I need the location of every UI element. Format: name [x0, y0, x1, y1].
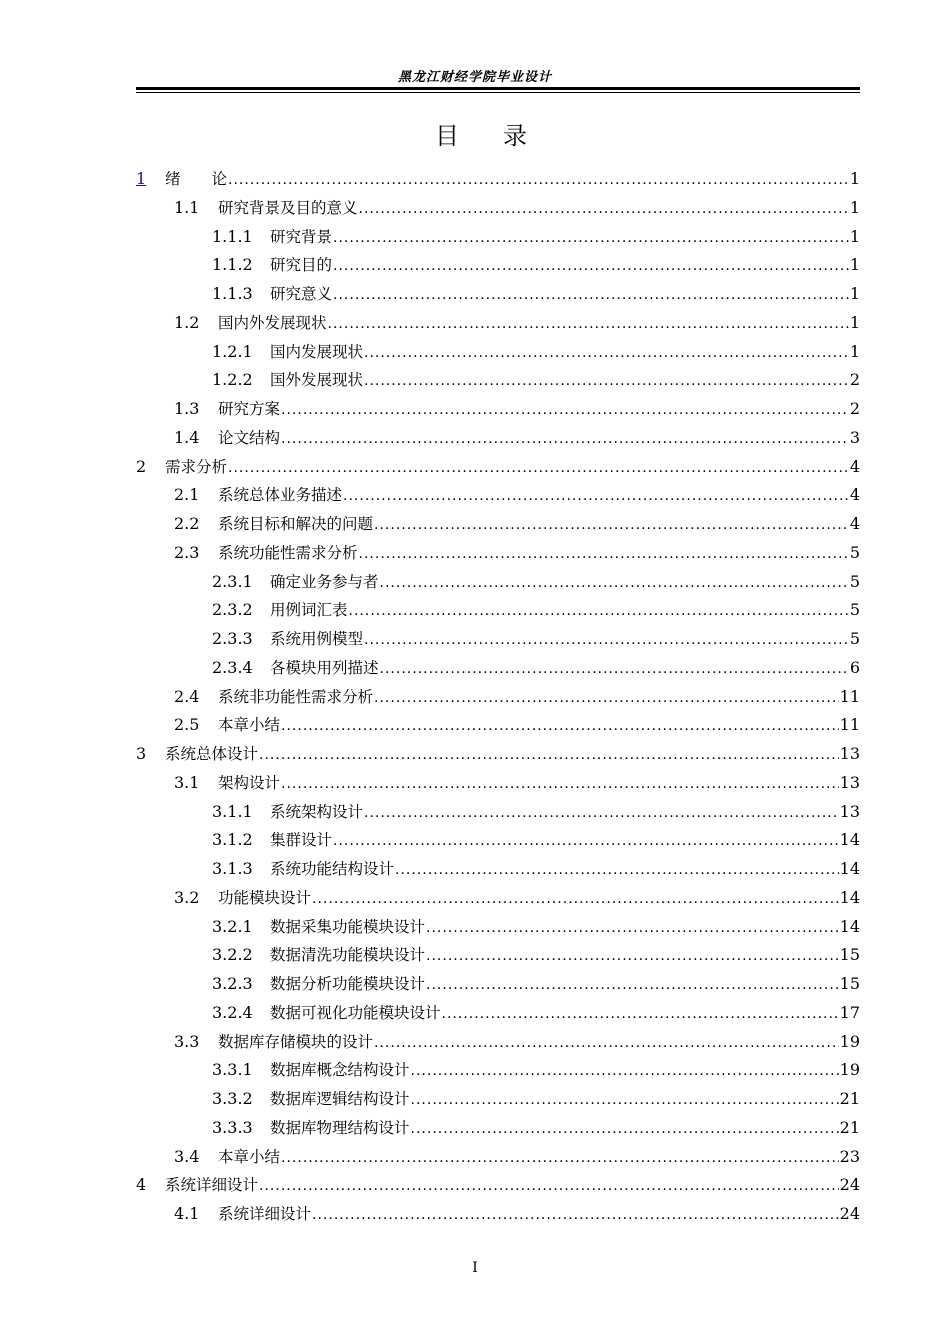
toc-entry-page: 14 [839, 916, 860, 936]
toc-entry-page: 21 [839, 1117, 860, 1137]
toc-entry-page: 13 [839, 744, 860, 763]
toc-dot-leader [359, 201, 849, 217]
toc-entry-label: 系统总体业务描述 [218, 486, 343, 505]
toc-entry-page: 1 [849, 226, 860, 246]
toc-entry[interactable] [136, 1087, 860, 1116]
toc-entry-page: 15 [839, 974, 860, 993]
toc-entry[interactable] [136, 1030, 860, 1059]
toc-title-char-2: 录 [503, 122, 527, 150]
toc-entry[interactable] [136, 541, 860, 570]
toc-entry-number: 2.1 [174, 485, 200, 505]
toc-entry-page: 14 [839, 830, 860, 850]
toc-entry-number: 3.4 [174, 1146, 200, 1166]
toc-dot-leader [333, 287, 849, 303]
toc-entry-label: 数据分析功能模块设计 [270, 975, 426, 993]
toc-dot-leader [312, 1207, 839, 1223]
toc-entry-number: 2.3.1 [212, 571, 253, 591]
toc-entry-page: 5 [849, 571, 860, 591]
toc-entry[interactable] [136, 1116, 860, 1145]
toc-entry-number: 1.1.3 [212, 284, 253, 303]
toc-entry-page: 17 [839, 1002, 860, 1022]
toc-entry[interactable] [136, 685, 860, 714]
toc-entry[interactable] [136, 368, 860, 397]
toc-dot-leader [395, 862, 839, 878]
toc-entry-number: 1.3 [174, 399, 200, 418]
toc-dot-leader [281, 402, 849, 418]
toc-entry-label: 国内外发展现状 [218, 313, 327, 332]
toc-entry-label: 研究意义 [270, 285, 333, 303]
toc-entry-label: 国外发展现状 [270, 371, 364, 390]
toc-entry-number: 3.3 [174, 1031, 200, 1051]
toc-entry-page: 15 [839, 945, 860, 965]
toc-entry-label: 数据库物理结构设计 [270, 1118, 410, 1137]
toc-dot-leader [411, 1121, 839, 1137]
toc-entry-number: 3.1.2 [212, 830, 253, 850]
toc-dot-leader [411, 1092, 839, 1108]
toc-entry[interactable] [136, 742, 860, 771]
toc-entry-label: 数据库逻辑结构设计 [270, 1090, 410, 1108]
toc-entry-label: 用例词汇表 [270, 601, 348, 620]
toc-entry-label: 研究目的 [270, 256, 333, 275]
toc-entry-page: 2 [849, 399, 860, 418]
toc-dot-leader [380, 661, 849, 677]
toc-entry-number: 3.1.1 [212, 801, 253, 821]
toc-entry-number: 4.1 [174, 1204, 200, 1223]
toc-dot-leader [333, 230, 849, 246]
toc-dot-leader [259, 1178, 839, 1194]
toc-entry[interactable] [136, 570, 860, 599]
toc-entry-number: 2.5 [174, 715, 200, 735]
toc-entry-page: 24 [839, 1175, 860, 1195]
toc-entry[interactable] [136, 397, 860, 426]
toc-dot-leader [411, 1063, 839, 1079]
toc-dot-leader [374, 690, 839, 706]
toc-entry-number: 2.3 [174, 542, 200, 562]
toc-dot-leader [333, 258, 849, 274]
toc-entry-label: 需求分析 [165, 457, 228, 476]
toc-entry-label: 系统架构设计 [270, 802, 364, 821]
toc-title-char-1: 目 [435, 122, 459, 150]
toc-entry-page: 13 [839, 801, 860, 821]
toc-entry-page: 23 [839, 1146, 860, 1166]
toc-dot-leader [259, 747, 839, 763]
toc-entry[interactable] [136, 282, 860, 311]
toc-dot-leader [364, 805, 839, 821]
toc-entry-label: 研究背景 [270, 227, 333, 246]
header-rule-thin [136, 92, 860, 93]
toc-dot-leader [312, 891, 839, 907]
toc-dot-leader [426, 920, 839, 936]
toc-entry[interactable] [136, 886, 860, 915]
toc-entry-page: 11 [839, 686, 860, 706]
toc-entry-label: 集群设计 [270, 831, 333, 850]
toc-entry[interactable] [136, 426, 860, 455]
toc-entry[interactable] [136, 656, 860, 685]
toc-entry-number: 3.2.1 [212, 916, 253, 936]
toc-entry-page: 14 [839, 859, 860, 878]
toc-entry[interactable] [136, 1001, 860, 1030]
toc-entry-page: 1 [849, 169, 860, 188]
toc-entry-page: 4 [849, 514, 860, 533]
toc-dot-leader [380, 575, 849, 591]
toc-entry-number: 3.2.2 [212, 945, 253, 965]
toc-entry[interactable] [136, 340, 860, 369]
toc-entry-page: 21 [839, 1089, 860, 1108]
toc-entry-number: 2.3.3 [212, 629, 253, 648]
toc-entry-number: 3.3.1 [212, 1060, 253, 1080]
toc-entry-label: 研究背景及目的意义 [218, 198, 358, 217]
toc-dot-leader [364, 373, 849, 389]
toc-dot-leader [426, 948, 839, 964]
toc-entry-label: 架构设计 [218, 773, 281, 792]
toc-entry-number: 3.1 [174, 772, 200, 792]
toc-entry-page: 1 [849, 312, 860, 332]
toc-entry-number: 2.3.2 [212, 600, 253, 620]
toc-entry-page: 4 [849, 485, 860, 505]
toc-entry-number: 3.1.3 [212, 859, 253, 878]
toc-dot-leader [333, 833, 839, 849]
toc-entry-number: 4 [136, 1175, 147, 1195]
toc-dot-leader [442, 1006, 839, 1022]
toc-entry[interactable] [136, 713, 860, 742]
toc-entry[interactable] [136, 455, 860, 484]
toc-entry-number: 3.2.3 [212, 974, 253, 993]
header-rule-thick [136, 87, 860, 90]
toc-entry-page: 5 [849, 542, 860, 562]
toc-entry-page: 5 [849, 600, 860, 620]
toc-entry[interactable] [136, 598, 860, 627]
toc-entry[interactable] [136, 915, 860, 944]
toc-entry[interactable] [136, 196, 860, 225]
toc-entry-label: 本章小结 [218, 716, 281, 735]
toc-entry-page: 1 [849, 284, 860, 303]
toc-entry-page: 1 [849, 255, 860, 275]
toc-entry-label: 本章小结 [218, 1147, 281, 1166]
toc-entry-page: 6 [849, 657, 860, 677]
toc-entry-page: 13 [839, 772, 860, 792]
toc-entry-label: 数据采集功能模块设计 [270, 917, 426, 936]
toc-entry[interactable] [136, 828, 860, 857]
toc-entry[interactable] [136, 1145, 860, 1174]
toc-entry-label: 系统功能性需求分析 [218, 543, 358, 562]
toc-entry[interactable] [136, 167, 860, 196]
toc-entry-label: 数据库存储模块的设计 [218, 1032, 374, 1051]
toc-entry-label: 各模块用列描述 [270, 658, 379, 677]
toc-entry[interactable] [136, 253, 860, 282]
toc-entry-page: 14 [839, 887, 860, 907]
toc-entry-label: 功能模块设计 [218, 888, 312, 907]
toc-entry-number: 1.2.2 [212, 370, 253, 390]
toc-entry[interactable] [136, 972, 860, 1001]
toc-entry-number: 1.1.1 [212, 226, 253, 246]
toc-entry-number: 2.3.4 [212, 657, 253, 677]
toc-dot-leader [281, 1150, 839, 1166]
toc-entry-label: 数据清洗功能模块设计 [270, 946, 426, 965]
toc-entry[interactable] [136, 857, 860, 886]
toc-dot-leader [364, 345, 849, 361]
toc-dot-leader [228, 172, 849, 188]
toc-entry-number: 3.2.4 [212, 1002, 253, 1022]
toc-entry-number: 3.3.2 [212, 1089, 253, 1108]
toc-entry-page: 5 [849, 629, 860, 648]
toc-entry-number: 2 [136, 456, 147, 476]
toc-entry-label: 数据库概念结构设计 [270, 1061, 410, 1080]
toc-dot-leader [426, 977, 839, 993]
toc-entry[interactable] [136, 483, 860, 512]
toc-entry-label: 确定业务参与者 [270, 572, 379, 591]
toc-dot-leader [328, 316, 849, 332]
toc-entry-label: 系统用例模型 [270, 630, 364, 648]
toc-entry[interactable] [136, 512, 860, 541]
toc-entry-label: 系统功能结构设计 [270, 860, 395, 878]
toc-entry[interactable] [136, 1058, 860, 1087]
toc-entry-label: 系统非功能性需求分析 [218, 687, 374, 706]
toc-entry-number[interactable]: 1 [136, 169, 147, 188]
toc-entry[interactable] [136, 627, 860, 656]
toc-dot-leader [281, 776, 839, 792]
toc-dot-leader [359, 546, 849, 562]
toc-dot-leader [281, 431, 849, 447]
toc-entry-label: 国内发展现状 [270, 342, 364, 361]
toc-entry-number: 1.2.1 [212, 341, 253, 361]
toc-entry-page: 1 [849, 197, 860, 217]
toc-dot-leader [374, 517, 849, 533]
toc-entry[interactable] [136, 311, 860, 340]
toc-entry-number: 3.3.3 [212, 1117, 253, 1137]
toc-entry-page: 24 [839, 1204, 860, 1223]
toc-dot-leader [228, 460, 849, 476]
toc-entry-number: 3 [136, 744, 147, 763]
toc-entry-label: 研究方案 [218, 400, 281, 418]
toc-entry-label: 数据可视化功能模块设计 [270, 1003, 441, 1022]
toc-dot-leader [374, 1035, 839, 1051]
toc-entry-number: 2.4 [174, 686, 200, 706]
toc-dot-leader [364, 632, 849, 648]
toc-dot-leader [281, 718, 839, 734]
toc-entry-page: 1 [849, 341, 860, 361]
toc-entry[interactable] [136, 1173, 860, 1202]
toc-entry[interactable] [136, 800, 860, 829]
toc-entry[interactable] [136, 771, 860, 800]
toc-entry-number: 1.4 [174, 427, 200, 447]
toc-entry-label: 系统详细设计 [165, 1176, 259, 1195]
toc-dot-leader [343, 488, 849, 504]
toc-entry-number: 3.2 [174, 887, 200, 907]
toc-entry[interactable] [136, 1202, 860, 1231]
toc-entry[interactable] [136, 225, 860, 254]
toc-entry-page: 19 [839, 1060, 860, 1080]
toc-title [0, 116, 950, 151]
toc-entry-number: 1.1 [174, 197, 200, 217]
toc-entry-page: 3 [849, 427, 860, 447]
toc-entry-page: 2 [849, 370, 860, 390]
toc-entry-page: 4 [849, 456, 860, 476]
toc-entry-label: 系统详细设计 [218, 1205, 312, 1223]
toc-entry-page: 11 [839, 715, 860, 735]
toc-entry-number: 1.1.2 [212, 255, 253, 275]
page-header: 黑龙江财经学院毕业设计 [397, 70, 552, 85]
toc-entry-label: 绪 论 [165, 170, 228, 188]
toc-entry-label: 系统总体设计 [165, 745, 259, 763]
toc-entry-label: 系统目标和解决的问题 [218, 515, 374, 533]
toc-dot-leader [349, 603, 849, 619]
page-number: I [472, 1260, 478, 1276]
toc-entry-label: 论文结构 [218, 428, 281, 447]
table-of-contents [136, 167, 860, 1231]
toc-entry-number: 2.2 [174, 514, 200, 533]
toc-entry[interactable] [136, 943, 860, 972]
toc-entry-number: 1.2 [174, 312, 200, 332]
toc-entry-page: 19 [839, 1031, 860, 1051]
